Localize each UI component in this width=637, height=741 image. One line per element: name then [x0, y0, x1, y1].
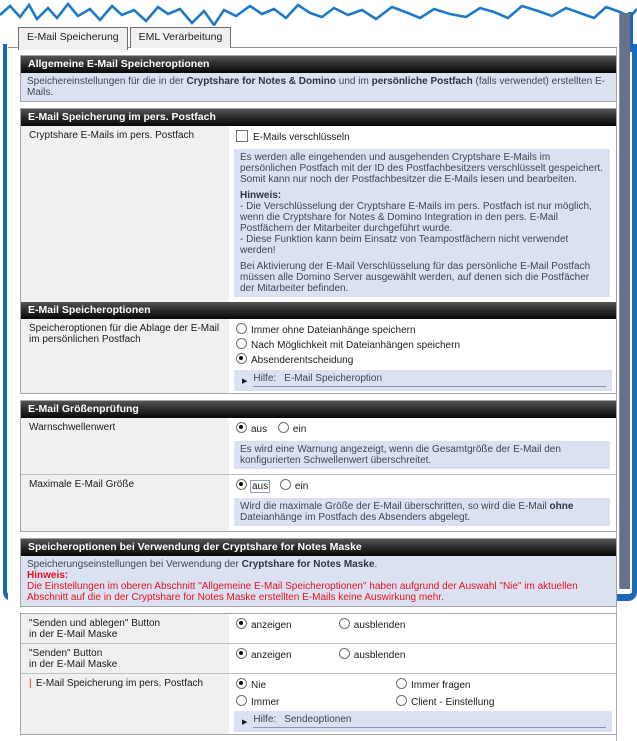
section-send-buttons: [20, 613, 617, 735]
warn-threshold-label: Warnschwellenwert: [21, 418, 229, 474]
max-size-control-cell: [229, 475, 616, 531]
help-send-options[interactable]: [234, 711, 612, 732]
torn-edge-decoration: [0, 0, 637, 26]
storage-options-control-cell: [229, 319, 616, 393]
help-link[interactable]: Hilfe: Sendeoptionen: [253, 714, 606, 728]
storage-never-option[interactable]: Nie: [236, 678, 396, 692]
storage-always-ask-option[interactable]: Immer fragen: [396, 678, 610, 692]
radio-icon-selected[interactable]: [236, 353, 247, 364]
send-hide-label: ausblenden: [353, 650, 406, 661]
encrypt-info-p3: Bei Aktivierung der E-Mail Verschlüsselung für das persönliche E-Mail Postfach müssen alle Domino Server ausgewählt werden, auf denen sich die Postfächer der Mitarbeiter befinden.: [240, 261, 591, 294]
twisty-expand-icon[interactable]: ▶: [242, 719, 248, 726]
row-send-button: [21, 643, 616, 673]
window-edge-bar: [619, 13, 630, 589]
warn-off-radio[interactable]: [236, 422, 247, 433]
storage-options-label: Speicheroptionen für die Ablage der E-Mail im persönlichen Postfach: [21, 319, 229, 393]
radio-option-no-attachments[interactable]: Immer ohne Dateianhänge speichern: [236, 323, 610, 338]
row-max-size: [21, 474, 616, 531]
encrypt-checkbox[interactable]: [236, 130, 248, 142]
encrypt-label: Cryptshare E-Mails im pers. Postfach: [21, 126, 229, 302]
help-storage-option[interactable]: [234, 370, 612, 391]
red-hint-text: Die Einstellungen im oberen Abschnitt "Allgemeine E-Mail Speicheroptionen" haben aufgrund der Auswahl "Nie" im aktuellen Abschnitt auf die in der Cryptshare for Notes Maske erstellten E-Mails keine Auswirkung mehr.: [27, 581, 578, 603]
intro-text: und im: [336, 76, 372, 87]
section-size-check: [20, 400, 617, 532]
radio-icon[interactable]: [236, 338, 247, 349]
tab-email-speicherung[interactable]: E-Mail Speicherung: [18, 27, 128, 50]
warn-on-label: ein: [292, 424, 307, 435]
storage-client-setting-option[interactable]: Client - Einstellung: [396, 695, 610, 709]
intro-bold-mailbox: persönliche Postfach: [371, 76, 473, 87]
radio-option-with-attachments[interactable]: Nach Möglichkeit mit Dateianhängen speichern: [236, 338, 610, 353]
required-field-mark: |: [29, 678, 32, 689]
max-size-info: Wird die maximale Größe der E-Mail überschritten, so wird die E-Mail ohne Dateianhänge im Postfach des Absenders abgelegt.: [234, 498, 610, 526]
encrypt-control-cell: [229, 126, 616, 302]
section-general: [20, 55, 617, 102]
section-personal-header: E-Mail Speicherung im pers. Postfach: [21, 109, 616, 126]
encrypt-info-hint: Hinweis: - Die Verschlüsselung der Cryptshare E-Mails im pers. Postfach ist nur möglich, wenn die Cryptshare for Notes & Domino Integration in den pers. E-Mail Postfächern der Mitarbeiter durchgeführt wurde. - Diese Funktion kann beim Einsatz von Teampostfächern nicht verwendet werden!: [240, 190, 592, 256]
red-hint-title: Hinweis:: [27, 570, 69, 581]
radio-icon[interactable]: [396, 678, 407, 689]
help-link[interactable]: Hilfe: E-Mail Speicheroption: [253, 373, 606, 387]
settings-page: [8, 47, 617, 741]
send-show-label: anzeigen: [251, 650, 292, 661]
max-off-radio[interactable]: [236, 479, 247, 490]
mailbox-storage-control-cell: [229, 674, 616, 734]
section-general-intro: [21, 73, 616, 101]
row-encrypt: [21, 126, 616, 302]
tab-bar: [18, 27, 233, 49]
row-storage-options: [21, 319, 616, 393]
warn-on-radio[interactable]: [278, 422, 289, 433]
send-and-file-hide-radio[interactable]: [339, 618, 350, 629]
storage-always-option[interactable]: Immer: [236, 695, 396, 709]
send-label: "Senden" Button in der E-Mail Maske: [21, 644, 229, 673]
radio-option-sender-decision[interactable]: Absenderentscheidung: [236, 353, 610, 368]
section-size-header: E-Mail Größenprüfung: [21, 401, 616, 418]
section-general-header: Allgemeine E-Mail Speicheroptionen: [21, 56, 616, 73]
send-and-file-label: "Senden und ablegen" Button in der E-Mail Maske: [21, 614, 229, 643]
encrypt-checkbox-row[interactable]: [234, 128, 612, 147]
max-off-label: aus: [252, 481, 269, 492]
mailbox-storage-label: | E-Mail Speicherung im pers. Postfach: [21, 674, 229, 734]
row-mailbox-storage: [21, 673, 616, 734]
warn-off-label: aus: [251, 424, 268, 435]
intro-text: (falls verwendet) erstellten E-Mails.: [27, 76, 606, 98]
subsection-storage-options-header: E-Mail Speicheroptionen: [21, 302, 616, 319]
warn-threshold-control-cell: [229, 418, 616, 474]
send-and-file-hide-label: ausblenden: [353, 620, 406, 631]
radio-icon[interactable]: [396, 695, 407, 706]
intro-text: Speichereinstellungen für die in der: [27, 76, 187, 87]
max-size-label: Maximale E-Mail Größe: [21, 475, 229, 531]
send-and-file-control-cell: [229, 614, 616, 643]
encrypt-checkbox-label: E-Mails verschlüsseln: [253, 132, 350, 143]
encrypt-info-p1: Es werden alle eingehenden und ausgehenden Cryptshare E-Mails im persönlichen Postfach mit der ID des Postfachbesitzers verschlüsselt gespeichert. Somit kann nur noch der Postfachbesitzer die E-Mails lesen und bearbeiten.: [240, 152, 603, 185]
send-show-radio[interactable]: [236, 648, 247, 659]
send-hide-radio[interactable]: [339, 648, 350, 659]
intro-bold-product: Cryptshare for Notes & Domino: [186, 76, 337, 87]
row-warn-threshold: [21, 418, 616, 474]
tab-eml-verarbeitung[interactable]: EML Verarbeitung: [130, 27, 232, 48]
radio-icon[interactable]: [236, 695, 247, 706]
max-on-label: ein: [294, 481, 309, 492]
radio-icon[interactable]: [236, 323, 247, 334]
send-and-file-show-radio[interactable]: [236, 618, 247, 629]
section-notes-maske: [20, 538, 617, 607]
twisty-expand-icon[interactable]: ▶: [242, 378, 248, 385]
encrypt-info: [234, 149, 610, 297]
section-notes-maske-header: Speicheroptionen bei Verwendung der Cryptshare for Notes Maske: [21, 539, 616, 556]
warn-threshold-info: Es wird eine Warnung angezeigt, wenn die Gesamtgröße der E-Mail den konfigurierten Schwellenwert überschreitet.: [234, 441, 610, 469]
notes-maske-intro: Speicherungseinstellungen bei Verwendung der Cryptshare for Notes Maske. Hinweis: Die Einstellungen im oberen Abschnitt "Allgemeine E-Mail Speicheroptionen" haben aufgrund der Auswahl "Nie" im aktuellen Abschnitt auf die in der Cryptshare for Notes Maske erstellten E-Mails keine Auswirkung mehr.: [21, 556, 616, 606]
send-control-cell: [229, 644, 616, 673]
section-personal-mailbox: [20, 108, 617, 394]
radio-icon-selected[interactable]: [236, 678, 247, 689]
row-send-and-file-button: [21, 614, 616, 643]
send-and-file-show-label: anzeigen: [251, 620, 292, 631]
max-on-radio[interactable]: [280, 479, 291, 490]
